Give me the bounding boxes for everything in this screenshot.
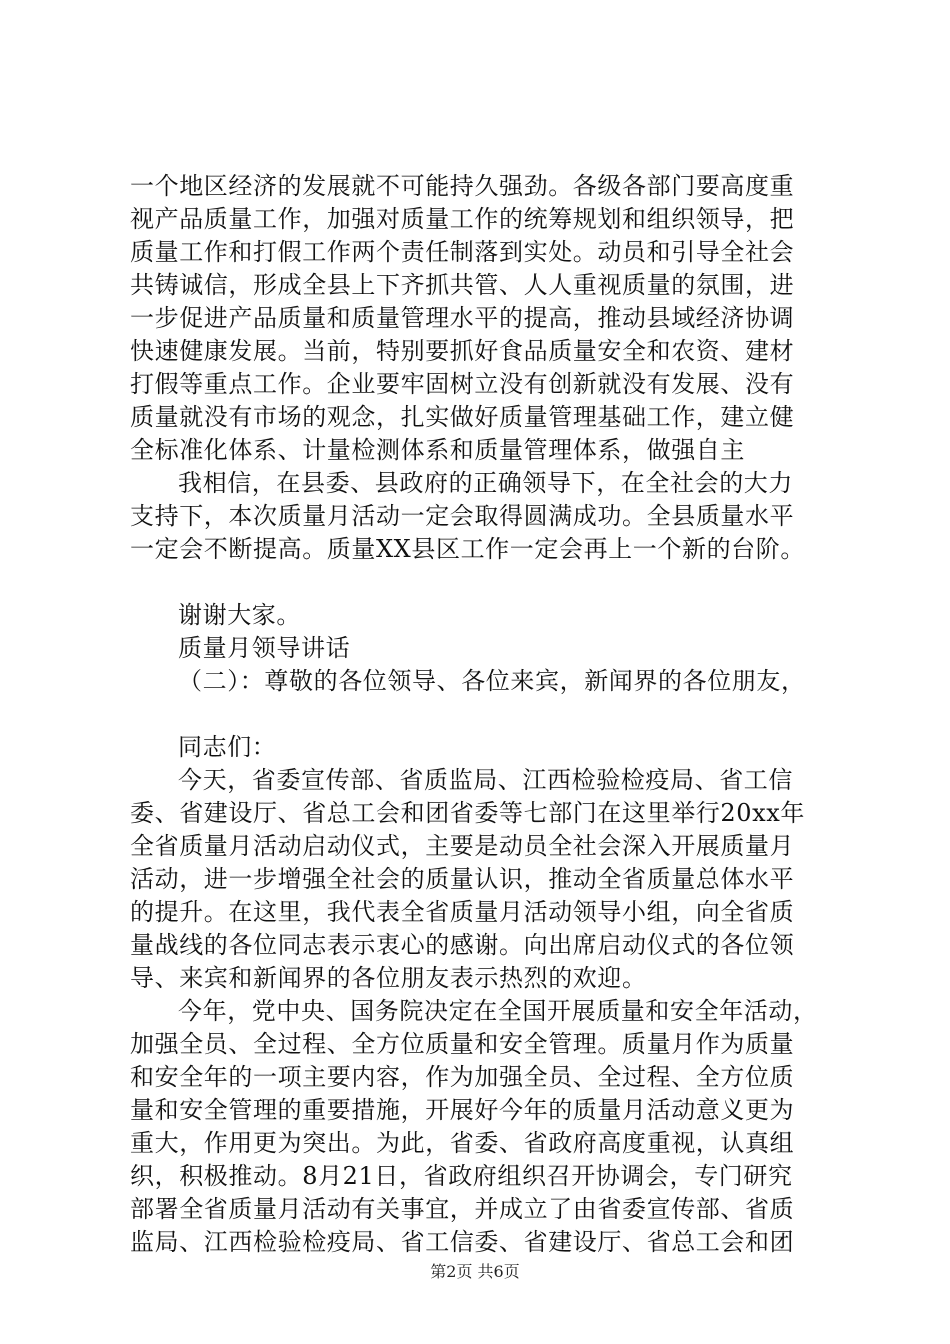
text-line: 视产品质量工作，加强对质量工作的统筹规划和组织领导，把 bbox=[130, 205, 795, 233]
text-line: 快速健康发展。当前，特别要抓好食品质量安全和农资、建材 bbox=[130, 337, 795, 365]
text-line: 共铸诚信，形成全县上下齐抓共管、人人重视质量的氛围，进 bbox=[130, 271, 795, 299]
text-line: 重大，作用更为突出。为此，省委、省政府高度重视，认真组 bbox=[130, 1129, 795, 1157]
blank-line bbox=[130, 698, 830, 731]
text-line: 量和安全管理的重要措施，开展好今年的质量月活动意义更为 bbox=[130, 1096, 795, 1124]
text-line: 活动，进一步增强全社会的质量认识，推动全省质量总体水平 bbox=[130, 865, 795, 893]
page-number-footer: 第2页 共6页 bbox=[430, 1262, 520, 1281]
paragraph-start-line: 今天，省委宣传部、省质监局、江西检验检疫局、省工信 bbox=[178, 766, 793, 794]
text-line: 织，积极推动。8月21日，省政府组织召开协调会，专门研究 bbox=[130, 1162, 793, 1190]
text-line: 和安全年的一项主要内容，作为加强全员、全过程、全方位质 bbox=[130, 1063, 795, 1091]
text-line: 质量就没有市场的观念，扎实做好质量管理基础工作，建立健 bbox=[130, 403, 795, 431]
text-line: 打假等重点工作。企业要牢固树立没有创新就没有发展、没有 bbox=[130, 370, 795, 398]
closing-line: 谢谢大家。 bbox=[178, 601, 301, 629]
blank-line bbox=[130, 566, 830, 599]
text-line: 量战线的各位同志表示衷心的感谢。向出席启动仪式的各位领 bbox=[130, 931, 795, 959]
paragraph-start-line: 我相信，在县委、县政府的正确领导下，在全社会的大力 bbox=[178, 469, 793, 497]
text-line: 全省质量月活动启动仪式，主要是动员全社会深入开展质量月 bbox=[130, 832, 795, 860]
text-line: 一个地区经济的发展就不可能持久强劲。各级各部门要高度重 bbox=[130, 172, 795, 200]
text-line: 加强全员、全过程、全方位质量和安全管理。质量月作为质量 bbox=[130, 1030, 795, 1058]
body-text bbox=[130, 170, 830, 1259]
section-greeting: （二）：尊敬的各位领导、各位来宾，新闻界的各位朋友， bbox=[178, 667, 806, 695]
text-line: 全标准化体系、计量检测体系和质量管理体系，做强自主 bbox=[130, 436, 745, 464]
text-line: 一定会不断提高。质量XX县区工作一定会再上一个新的台阶。 bbox=[130, 535, 805, 563]
text-line: 支持下，本次质量月活动一定会取得圆满成功。全县质量水平 bbox=[130, 502, 795, 530]
text-line: 导、来宾和新闻界的各位朋友表示热烈的欢迎。 bbox=[130, 964, 647, 992]
salutation-line: 同志们： bbox=[178, 733, 277, 761]
section-title: 质量月领导讲话 bbox=[178, 634, 351, 662]
text-line: 部署全省质量月活动有关事宜，并成立了由省委宣传部、省质 bbox=[130, 1195, 795, 1223]
paragraph-start-line: 今年，党中央、国务院决定在全国开展质量和安全年活动， bbox=[178, 997, 818, 1025]
text-line: 质量工作和打假工作两个责任制落到实处。动员和引导全社会 bbox=[130, 238, 795, 266]
text-line: 的提升。在这里，我代表全省质量月活动领导小组，向全省质 bbox=[130, 898, 795, 926]
text-line: 委、省建设厅、省总工会和团省委等七部门在这里举行20xx年 bbox=[130, 799, 806, 827]
text-line: 一步促进产品质量和质量管理水平的提高，推动县域经济协调 bbox=[130, 304, 795, 332]
text-line: 监局、江西检验检疫局、省工信委、省建设厅、省总工会和团 bbox=[130, 1228, 795, 1256]
